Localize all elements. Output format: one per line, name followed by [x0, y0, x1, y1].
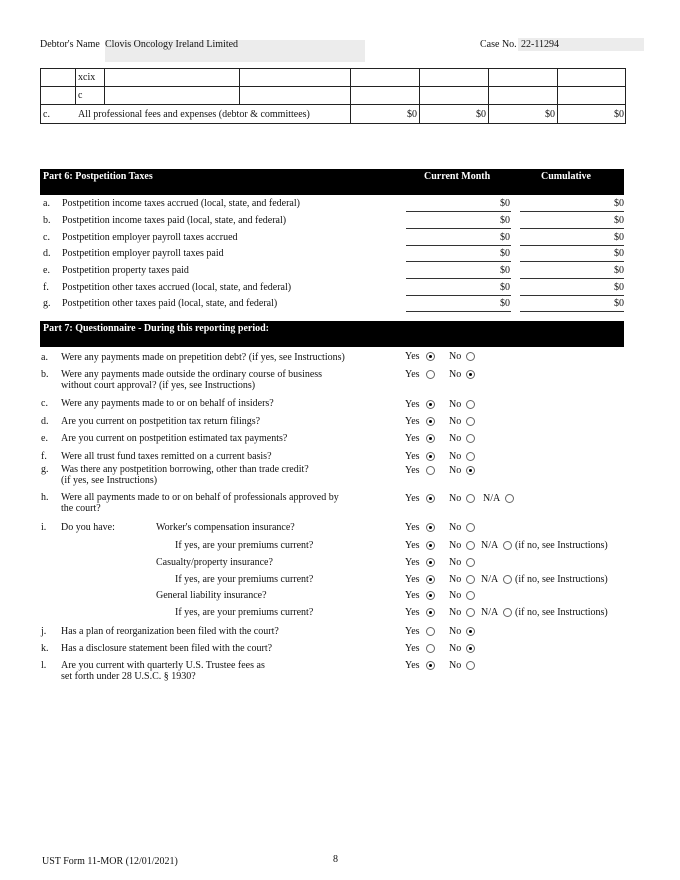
question-text: Has a disclosure statement been filed with the court? [61, 643, 273, 654]
part6-col-cumulative: Cumulative [541, 171, 591, 182]
yes-label: Yes [405, 590, 420, 601]
tax-row-text: Postpetition other taxes paid (local, state, and federal) [62, 298, 278, 309]
premiums-question: If yes, are your premiums current? [175, 607, 314, 618]
question-label: a. [41, 352, 48, 363]
yes-label: Yes [405, 540, 420, 551]
question-text: the court? [61, 503, 101, 514]
yes-radio[interactable] [426, 400, 435, 409]
question-label: h. [41, 492, 49, 503]
yes-radio[interactable] [426, 370, 435, 379]
yes-radio[interactable] [426, 523, 435, 532]
no-radio[interactable] [466, 400, 475, 409]
tax-current-underline [406, 261, 511, 262]
premiums-question: If yes, are your premiums current? [175, 574, 314, 585]
no-radio[interactable] [466, 523, 475, 532]
table-row-number: xcix [78, 72, 96, 83]
fees-total-value: $0 [614, 109, 624, 120]
yes-radio[interactable] [426, 627, 435, 636]
yes-radio[interactable] [426, 575, 435, 584]
na-label: N/A [481, 607, 499, 618]
question-text: (if yes, see Instructions) [61, 475, 158, 486]
no-label: No [449, 465, 462, 476]
yes-label: Yes [405, 643, 420, 654]
tax-cumulative-value: $0 [614, 248, 624, 259]
na-label: N/A [483, 493, 501, 504]
yes-label: Yes [405, 557, 420, 568]
yes-radio[interactable] [426, 494, 435, 503]
yes-radio[interactable] [426, 417, 435, 426]
yes-label: Yes [405, 369, 420, 380]
tax-row-label: d. [43, 248, 51, 259]
tax-row-label: f. [43, 282, 49, 293]
tax-row-text: Postpetition other taxes accrued (local, state, and federal) [62, 282, 292, 293]
tax-cumulative-underline [520, 311, 624, 312]
tax-cumulative-underline [520, 261, 624, 262]
yes-radio[interactable] [426, 352, 435, 361]
tax-current-value: $0 [500, 282, 510, 293]
tax-cumulative-underline [520, 211, 624, 212]
question-label: g. [41, 464, 49, 475]
tax-cumulative-value: $0 [614, 232, 624, 243]
na-radio[interactable] [503, 575, 512, 584]
tax-current-value: $0 [500, 215, 510, 226]
question-label: e. [41, 433, 48, 444]
tax-row-text: Postpetition income taxes accrued (local, state, and federal) [62, 198, 300, 209]
yes-radio[interactable] [426, 644, 435, 653]
part6-header [40, 169, 624, 195]
yes-radio[interactable] [426, 452, 435, 461]
insurance-question: Worker's compensation insurance? [156, 522, 295, 533]
tax-row-text: Postpetition property taxes paid [62, 265, 189, 276]
no-label: No [449, 493, 462, 504]
tax-current-underline [406, 211, 511, 212]
no-label: No [449, 607, 462, 618]
no-label: No [449, 351, 462, 362]
part7-title: Part 7: Questionnaire - During this reporting period: [43, 323, 270, 334]
no-label: No [449, 433, 462, 444]
yes-radio[interactable] [426, 541, 435, 550]
no-radio[interactable] [466, 452, 475, 461]
part7-header [40, 321, 624, 347]
debtor-name: Clovis Oncology Ireland Limited [105, 39, 239, 50]
tax-current-underline [406, 245, 511, 246]
tax-current-underline [406, 295, 511, 296]
tax-cumulative-underline [520, 245, 624, 246]
yes-label: Yes [405, 493, 420, 504]
table-row-number: c [78, 90, 83, 101]
insurance-question: Casualty/property insurance? [156, 557, 273, 568]
tax-row-label: g. [43, 298, 51, 309]
question-label: c. [41, 398, 48, 409]
insurance-question: General liability insurance? [156, 590, 267, 601]
no-radio[interactable] [466, 591, 475, 600]
question-text: Were any payments made outside the ordinary course of business [61, 369, 323, 380]
question-text: Are you current with quarterly U.S. Trustee fees as [61, 660, 265, 671]
no-label: No [449, 451, 462, 462]
tax-row-label: c. [43, 232, 50, 243]
no-radio[interactable] [466, 434, 475, 443]
yes-label: Yes [405, 351, 420, 362]
question-label: i. [41, 522, 47, 533]
no-label: No [449, 590, 462, 601]
tax-current-underline [406, 278, 511, 279]
tax-current-value: $0 [500, 298, 510, 309]
case-label: Case No. [480, 39, 517, 50]
no-radio[interactable] [466, 494, 475, 503]
no-radio[interactable] [466, 575, 475, 584]
no-label: No [449, 369, 462, 380]
question-text: Were all payments made to or on behalf of professionals approved by [61, 492, 339, 503]
question-label: l. [41, 660, 47, 671]
no-radio[interactable] [466, 352, 475, 361]
yes-label: Yes [405, 660, 420, 671]
no-radio[interactable] [466, 558, 475, 567]
tax-row-text: Postpetition employer payroll taxes paid [62, 248, 224, 259]
no-label: No [449, 626, 462, 637]
tax-current-underline [406, 311, 511, 312]
no-radio[interactable] [466, 608, 475, 617]
no-label: No [449, 416, 462, 427]
footer-form-id: UST Form 11-MOR (12/01/2021) [42, 856, 178, 867]
question-label: d. [41, 416, 49, 427]
no-radio[interactable] [466, 370, 475, 379]
tax-cumulative-value: $0 [614, 265, 624, 276]
na-radio[interactable] [503, 541, 512, 550]
no-label: No [449, 643, 462, 654]
tax-row-text: Postpetition employer payroll taxes accrued [62, 232, 238, 243]
tax-row-text: Postpetition income taxes paid (local, state, and federal) [62, 215, 287, 226]
na-label: N/A [481, 574, 499, 585]
tax-row-label: e. [43, 265, 50, 276]
part6-col-current: Current Month [424, 171, 491, 182]
yes-radio[interactable] [426, 591, 435, 600]
no-label: No [449, 522, 462, 533]
tax-current-value: $0 [500, 198, 510, 209]
tax-current-value: $0 [500, 232, 510, 243]
question-text: set forth under 28 U.S.C. § 1930? [61, 671, 196, 682]
debtor-label: Debtor's Name [40, 39, 100, 50]
yes-label: Yes [405, 416, 420, 427]
tax-current-value: $0 [500, 265, 510, 276]
yes-radio[interactable] [426, 434, 435, 443]
tax-cumulative-value: $0 [614, 298, 624, 309]
na-radio[interactable] [503, 608, 512, 617]
tax-cumulative-underline [520, 278, 624, 279]
tax-current-value: $0 [500, 248, 510, 259]
question-text: Was there any postpetition borrowing, other than trade credit? [61, 464, 309, 475]
question-label: k. [41, 643, 49, 654]
fees-total-label: c. [43, 109, 50, 120]
part6-title: Part 6: Postpetition Taxes [43, 171, 153, 182]
fees-total-text: All professional fees and expenses (debtor & committees) [78, 109, 310, 120]
yes-radio[interactable] [426, 661, 435, 670]
tax-current-underline [406, 228, 511, 229]
na-radio[interactable] [505, 494, 514, 503]
question-text: Were all trust fund taxes remitted on a current basis? [61, 451, 272, 462]
tax-cumulative-value: $0 [614, 215, 624, 226]
premiums-question: If yes, are your premiums current? [175, 540, 314, 551]
tax-row-label: b. [43, 215, 51, 226]
yes-label: Yes [405, 574, 420, 585]
tax-row-label: a. [43, 198, 50, 209]
question-text: Are you current on postpetition tax return filings? [61, 416, 261, 427]
question-text: Has a plan of reorganization been filed with the court? [61, 626, 279, 637]
yes-radio[interactable] [426, 558, 435, 567]
yes-label: Yes [405, 607, 420, 618]
yes-label: Yes [405, 626, 420, 637]
question-text: Are you current on postpetition estimated tax payments? [61, 433, 288, 444]
fees-total-value: $0 [476, 109, 486, 120]
no-radio[interactable] [466, 644, 475, 653]
tax-cumulative-underline [520, 295, 624, 296]
no-label: No [449, 574, 462, 585]
fees-total-value: $0 [545, 109, 555, 120]
instructions-note: (if no, see Instructions) [515, 607, 608, 618]
no-radio[interactable] [466, 466, 475, 475]
yes-label: Yes [405, 399, 420, 410]
footer-page-number: 8 [333, 854, 338, 865]
question-text: without court approval? (if yes, see Instructions) [61, 380, 256, 391]
yes-label: Yes [405, 465, 420, 476]
tax-cumulative-underline [520, 228, 624, 229]
question-text: Were any payments made to or on behalf of insiders? [61, 398, 274, 409]
question-label: f. [41, 451, 47, 462]
no-label: No [449, 660, 462, 671]
question-label: b. [41, 369, 49, 380]
no-radio[interactable] [466, 541, 475, 550]
no-label: No [449, 540, 462, 551]
case-number: 22-11294 [521, 39, 559, 50]
yes-radio[interactable] [426, 466, 435, 475]
yes-label: Yes [405, 522, 420, 533]
no-label: No [449, 399, 462, 410]
insurance-lead: Do you have: [61, 522, 115, 533]
no-radio[interactable] [466, 417, 475, 426]
instructions-note: (if no, see Instructions) [515, 574, 608, 585]
yes-label: Yes [405, 433, 420, 444]
instructions-note: (if no, see Instructions) [515, 540, 608, 551]
question-label: j. [41, 626, 47, 637]
na-label: N/A [481, 540, 499, 551]
yes-label: Yes [405, 451, 420, 462]
tax-cumulative-value: $0 [614, 282, 624, 293]
fees-total-value: $0 [407, 109, 417, 120]
tax-cumulative-value: $0 [614, 198, 624, 209]
no-label: No [449, 557, 462, 568]
question-text: Were any payments made on prepetition debt? (if yes, see Instructions) [61, 352, 345, 363]
yes-radio[interactable] [426, 608, 435, 617]
no-radio[interactable] [466, 661, 475, 670]
no-radio[interactable] [466, 627, 475, 636]
